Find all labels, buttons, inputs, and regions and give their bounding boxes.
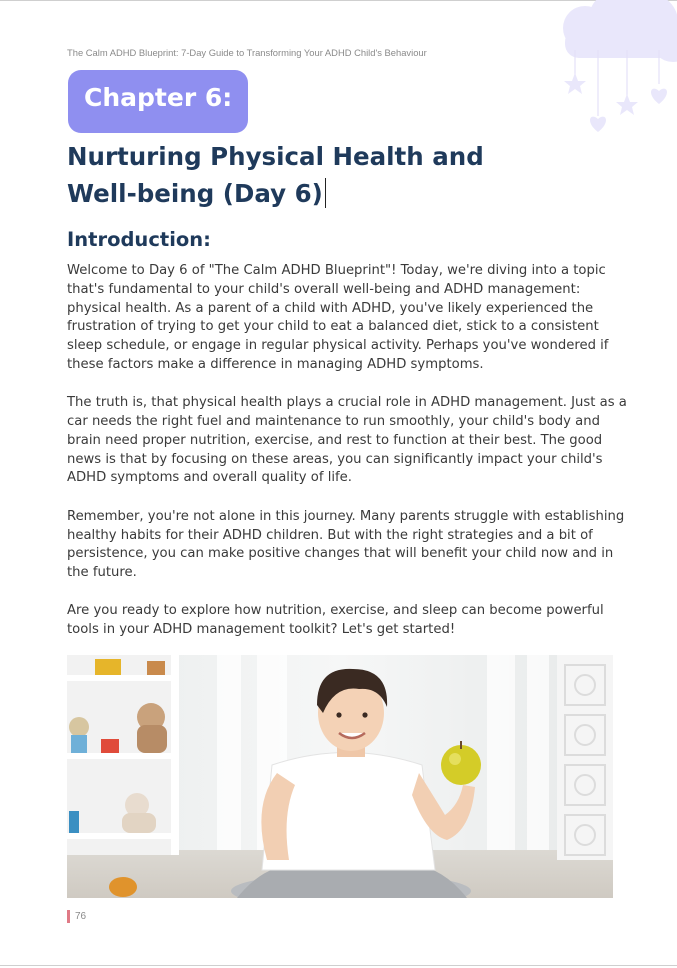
- chapter-title[interactable]: [67, 138, 587, 212]
- chapter-badge-label: Chapter 6:: [84, 83, 233, 112]
- cloud-stars-decoration-icon: [555, 0, 677, 140]
- running-header: The Calm ADHD Blueprint: 7-Day Guide to Transforming Your ADHD Child's Behaviour: [67, 47, 427, 58]
- paragraph: The truth is, that physical health plays a crucial role in ADHD management. Just as a car needs the right fuel and maintenance to run smoothly, your child's body and brain need proper nutrition, exercise, and rest to function at their best. The good news is that by focusing on these areas, you can significantly impact your child's ADHD symptoms and overall quality of life.: [67, 395, 627, 486]
- paragraph: Are you ready to explore how nutrition, exercise, and sleep can become powerful tools in your ADHD management toolkit? Let's get started!: [67, 603, 604, 638]
- page-bottom-border: [0, 965, 677, 966]
- text-cursor: [325, 178, 326, 208]
- page-number: 76: [67, 910, 86, 923]
- chapter-title-line-2: Well-being (Day 6): [67, 179, 323, 208]
- section-heading: Introduction:: [67, 228, 211, 251]
- paragraph: Welcome to Day 6 of "The Calm ADHD Blueprint"! Today, we're diving into a topic that's fundamental to your child's overall well-being and ADHD management: physical health. As a parent of a child with ADHD, you've likely experienced the frustration of trying to get your child to eat a balanced diet, stick to a consistent sleep schedule, or engage in regular physical activity. Perhaps you've wondered if these factors make a difference in managing ADHD symptoms.: [67, 263, 609, 372]
- chapter-badge: [68, 70, 248, 133]
- photo-boy-holding-apple: [67, 655, 613, 898]
- chapter-title-line-1: Nurturing Physical Health and: [67, 142, 484, 171]
- body-text: [67, 262, 627, 660]
- photo-illustration: [67, 655, 613, 898]
- paragraph: Remember, you're not alone in this journey. Many parents struggle with establishing healthy habits for their ADHD children. But with the right strategies and a bit of persistence, you can make positive changes that will benefit your child now and in the future.: [67, 508, 625, 581]
